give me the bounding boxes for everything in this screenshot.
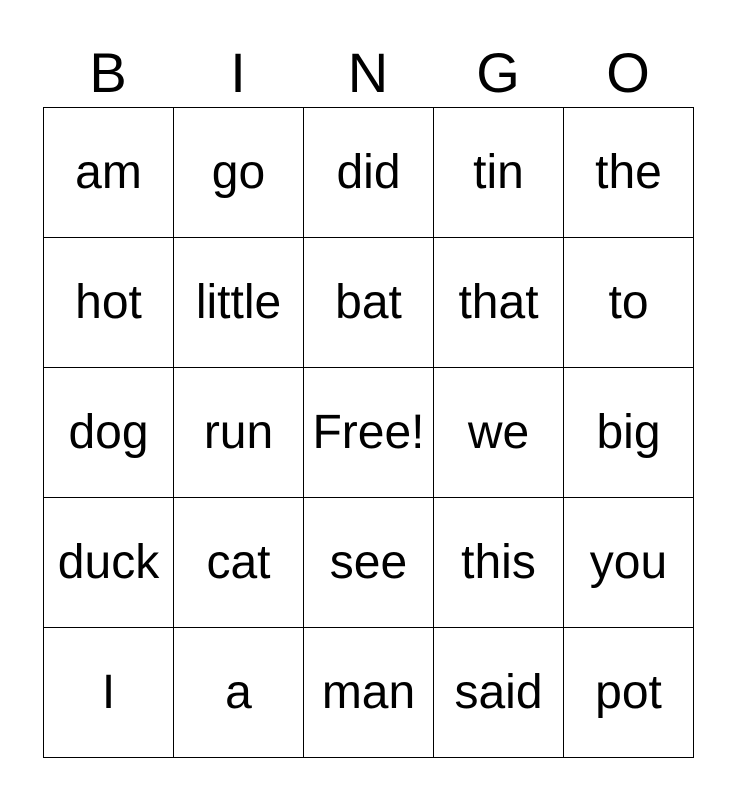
bingo-cell: see (304, 498, 434, 628)
header-letter-n: N (347, 41, 389, 104)
bingo-cell: you (564, 498, 694, 628)
bingo-cell: little (174, 238, 304, 368)
bingo-cell: go (174, 108, 304, 238)
bingo-cell: duck (44, 498, 174, 628)
bingo-board (43, 107, 694, 758)
bingo-cell: did (304, 108, 434, 238)
bingo-cell: to (564, 238, 694, 368)
bingo-cell: said (434, 628, 564, 758)
header-letter-o: O (606, 41, 650, 104)
bingo-cell: we (434, 368, 564, 498)
bingo-cell: dog (44, 368, 174, 498)
bingo-cell: pot (564, 628, 694, 758)
header-letter-b: B (89, 41, 127, 104)
bingo-cell: this (434, 498, 564, 628)
bingo-cell: I (44, 628, 174, 758)
bingo-cell: man (304, 628, 434, 758)
bingo-cell: run (174, 368, 304, 498)
header-letter-g: G (476, 41, 520, 104)
bingo-cell: bat (304, 238, 434, 368)
bingo-cell: that (434, 238, 564, 368)
header-letter-i: I (230, 41, 246, 104)
bingo-free-cell: Free! (304, 368, 434, 498)
bingo-cell: big (564, 368, 694, 498)
bingo-cell: a (174, 628, 304, 758)
bingo-cell: tin (434, 108, 564, 238)
bingo-cell: am (44, 108, 174, 238)
bingo-header (43, 40, 693, 106)
bingo-cell: hot (44, 238, 174, 368)
bingo-cell: the (564, 108, 694, 238)
bingo-cell: cat (174, 498, 304, 628)
